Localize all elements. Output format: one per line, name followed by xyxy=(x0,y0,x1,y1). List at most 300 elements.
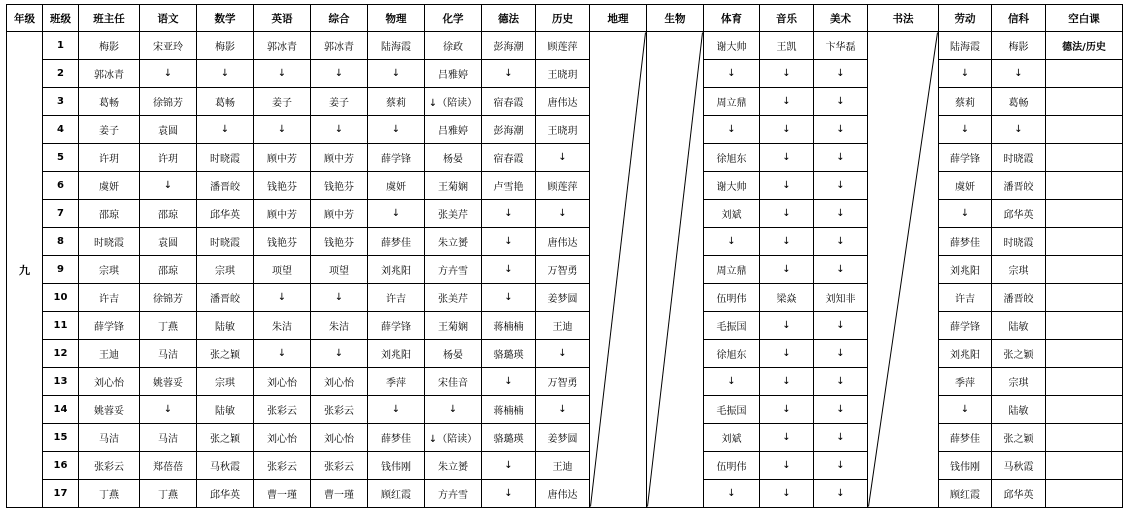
teacher-cell: 伍明伟 xyxy=(704,284,760,312)
blank-class-cell xyxy=(1046,340,1123,368)
teacher-cell: 刘兆阳 xyxy=(368,256,425,284)
blank-class-cell xyxy=(1046,312,1123,340)
teacher-cell: 姜子 xyxy=(254,88,311,116)
teacher-cell: 宿春霞 xyxy=(482,144,536,172)
teacher-cell: 马秋霞 xyxy=(197,452,254,480)
teacher-cell: 姜子 xyxy=(79,116,140,144)
teacher-cell: 刘斌 xyxy=(704,424,760,452)
teacher-cell: 王迪 xyxy=(536,312,590,340)
table-row xyxy=(7,256,1123,284)
teacher-cell: 毛振国 xyxy=(704,312,760,340)
teacher-cell: 薛学锋 xyxy=(368,312,425,340)
teacher-cell: ↓ xyxy=(482,284,536,312)
teacher-cell: 郭冰青 xyxy=(311,32,368,60)
blank-class-cell xyxy=(1046,480,1123,508)
teacher-cell: 时晓霞 xyxy=(197,144,254,172)
teacher-cell: 刘心怡 xyxy=(254,424,311,452)
teacher-cell: 姜梦圆 xyxy=(536,284,590,312)
teacher-cell: 毛振国 xyxy=(704,396,760,424)
teacher-cell: 潘晋皎 xyxy=(992,172,1046,200)
teacher-cell: ↓ xyxy=(368,396,425,424)
teacher-cell: 宗琪 xyxy=(79,256,140,284)
teacher-cell: 虞妍 xyxy=(79,172,140,200)
teacher-cell: 朱洁 xyxy=(254,312,311,340)
class-number-cell: 5 xyxy=(43,144,79,172)
teacher-cell: ↓ xyxy=(254,284,311,312)
teacher-cell: 宗琪 xyxy=(992,256,1046,284)
teacher-cell: ↓ xyxy=(368,116,425,144)
teacher-cell: 伍明伟 xyxy=(704,452,760,480)
teacher-cell: 刘心怡 xyxy=(79,368,140,396)
teacher-cell: 周立鼎 xyxy=(704,256,760,284)
teacher-cell: 马秋霞 xyxy=(992,452,1046,480)
teacher-cell: 徐锦芳 xyxy=(140,284,197,312)
teacher-cell: 薛梦佳 xyxy=(939,228,992,256)
teacher-cell: ↓ xyxy=(814,312,868,340)
column-header: 音乐 xyxy=(760,5,814,32)
teacher-cell: 许玥 xyxy=(79,144,140,172)
teacher-cell: 时晓霞 xyxy=(197,228,254,256)
teacher-cell: ↓ xyxy=(254,60,311,88)
teacher-cell: 朱洁 xyxy=(311,312,368,340)
teacher-cell: ↓ xyxy=(482,452,536,480)
teacher-cell: 虞妍 xyxy=(939,172,992,200)
teacher-cell: 宋亚玲 xyxy=(140,32,197,60)
teacher-cell: 张之颖 xyxy=(992,340,1046,368)
teacher-cell: 梁焱 xyxy=(760,284,814,312)
table-row xyxy=(7,60,1123,88)
teacher-cell: ↓ xyxy=(311,116,368,144)
teacher-cell: 姜子 xyxy=(311,88,368,116)
column-header: 书法 xyxy=(868,5,939,32)
teacher-cell: ↓ xyxy=(814,60,868,88)
teacher-cell: 曹一瑾 xyxy=(254,480,311,508)
teacher-cell: ↓ xyxy=(760,172,814,200)
teacher-cell: ↓ xyxy=(814,340,868,368)
teacher-cell: 马洁 xyxy=(140,424,197,452)
class-number-cell: 6 xyxy=(43,172,79,200)
column-header: 化学 xyxy=(425,5,482,32)
teacher-cell: 丁燕 xyxy=(140,312,197,340)
teacher-cell: 薛梦佳 xyxy=(368,424,425,452)
teacher-cell: 蔡莉 xyxy=(939,88,992,116)
teacher-cell: 杨晏 xyxy=(425,144,482,172)
teacher-cell: ↓ xyxy=(140,60,197,88)
table-row xyxy=(7,368,1123,396)
teacher-cell: ↓ xyxy=(482,480,536,508)
teacher-cell: 万智勇 xyxy=(536,256,590,284)
teacher-cell: 陆敏 xyxy=(197,396,254,424)
teacher-cell: ↓ xyxy=(760,424,814,452)
teacher-cell: 谢大帅 xyxy=(704,32,760,60)
teacher-cell: 周立鼎 xyxy=(704,88,760,116)
blank-class-cell xyxy=(1046,200,1123,228)
teacher-cell: 宗琪 xyxy=(197,256,254,284)
column-header: 生物 xyxy=(647,5,704,32)
biology-column-blank xyxy=(647,32,704,508)
class-number-cell: 8 xyxy=(43,228,79,256)
column-header: 美术 xyxy=(814,5,868,32)
teacher-cell: 宗琪 xyxy=(197,368,254,396)
teacher-cell: ↓ xyxy=(760,116,814,144)
teacher-cell: 徐旭东 xyxy=(704,144,760,172)
teacher-cell: 张之颖 xyxy=(197,340,254,368)
teacher-cell: 卢雪艳 xyxy=(482,172,536,200)
class-number-cell: 10 xyxy=(43,284,79,312)
teacher-cell: 徐旭东 xyxy=(704,340,760,368)
teacher-cell: 王迪 xyxy=(79,340,140,368)
teacher-cell: 刘兆阳 xyxy=(939,256,992,284)
teacher-cell: 钱艳芬 xyxy=(254,228,311,256)
teacher-cell: ↓ xyxy=(482,200,536,228)
class-number-cell: 11 xyxy=(43,312,79,340)
class-number-cell: 12 xyxy=(43,340,79,368)
teacher-cell: 张美芹 xyxy=(425,284,482,312)
teacher-cell: 邵琼 xyxy=(140,256,197,284)
blank-class-cell xyxy=(1046,88,1123,116)
teacher-cell: ↓ xyxy=(704,368,760,396)
class-number-cell: 16 xyxy=(43,452,79,480)
table-row xyxy=(7,88,1123,116)
teacher-cell: 谢大帅 xyxy=(704,172,760,200)
column-header: 物理 xyxy=(368,5,425,32)
table-row xyxy=(7,480,1123,508)
table-row xyxy=(7,32,1123,60)
column-header: 年级 xyxy=(7,5,43,32)
teacher-cell: ↓ xyxy=(197,116,254,144)
blank-class-note: 德法/历史 xyxy=(1046,32,1123,60)
teacher-cell: 薛学锋 xyxy=(79,312,140,340)
teacher-cell: ↓ xyxy=(197,60,254,88)
teacher-cell: 王晓玥 xyxy=(536,116,590,144)
teacher-cell: 张之颖 xyxy=(992,424,1046,452)
teacher-cell: ↓ xyxy=(760,340,814,368)
teacher-cell: 王迪 xyxy=(536,452,590,480)
class-number-cell: 13 xyxy=(43,368,79,396)
teacher-cell: ↓ xyxy=(814,116,868,144)
teacher-cell: 潘晋皎 xyxy=(197,172,254,200)
column-header: 数学 xyxy=(197,5,254,32)
blank-class-cell xyxy=(1046,228,1123,256)
teacher-cell: 蒋楠楠 xyxy=(482,312,536,340)
teacher-cell: ↓ xyxy=(760,200,814,228)
teacher-cell: 钱艳芬 xyxy=(311,172,368,200)
blank-class-cell xyxy=(1046,60,1123,88)
teacher-cell: 陆敏 xyxy=(197,312,254,340)
teacher-assignment-table xyxy=(6,4,1123,508)
teacher-cell: 刘心怡 xyxy=(311,424,368,452)
column-header: 语文 xyxy=(140,5,197,32)
teacher-cell: ↓ xyxy=(140,172,197,200)
column-header: 劳动 xyxy=(939,5,992,32)
teacher-cell: 唐伟达 xyxy=(536,480,590,508)
teacher-cell: ↓ xyxy=(482,368,536,396)
blank-class-cell xyxy=(1046,172,1123,200)
class-number-cell: 7 xyxy=(43,200,79,228)
teacher-cell: ↓（陪读） xyxy=(425,424,482,452)
teacher-cell: ↓ xyxy=(939,396,992,424)
teacher-cell: 王菊娴 xyxy=(425,172,482,200)
column-header: 英语 xyxy=(254,5,311,32)
teacher-cell: 张彩云 xyxy=(254,396,311,424)
teacher-cell: 陆敏 xyxy=(992,312,1046,340)
teacher-cell: 张之颖 xyxy=(197,424,254,452)
teacher-cell: 方卉雪 xyxy=(425,256,482,284)
teacher-cell: 张彩云 xyxy=(311,452,368,480)
column-header: 综合 xyxy=(311,5,368,32)
table-row xyxy=(7,284,1123,312)
teacher-cell: 许吉 xyxy=(79,284,140,312)
class-number-cell: 15 xyxy=(43,424,79,452)
teacher-cell: 季萍 xyxy=(368,368,425,396)
teacher-cell: 顾中芳 xyxy=(254,200,311,228)
teacher-cell: 郑蓓蓓 xyxy=(140,452,197,480)
blank-class-cell xyxy=(1046,284,1123,312)
teacher-cell: 顾红霞 xyxy=(939,480,992,508)
blank-class-cell xyxy=(1046,144,1123,172)
teacher-cell: ↓ xyxy=(760,144,814,172)
teacher-cell: 王晓玥 xyxy=(536,60,590,88)
teacher-cell: 葛畅 xyxy=(79,88,140,116)
teacher-cell: 徐政 xyxy=(425,32,482,60)
teacher-cell: 陆海霞 xyxy=(368,32,425,60)
teacher-cell: 彭海潮 xyxy=(482,116,536,144)
teacher-cell: 顾莲萍 xyxy=(536,32,590,60)
blank-class-cell xyxy=(1046,396,1123,424)
teacher-cell: 蔡莉 xyxy=(368,88,425,116)
class-number-cell: 9 xyxy=(43,256,79,284)
teacher-cell: 潘晋皎 xyxy=(992,284,1046,312)
blank-class-cell xyxy=(1046,452,1123,480)
teacher-cell: ↓ xyxy=(760,88,814,116)
teacher-cell: 邱华英 xyxy=(992,480,1046,508)
blank-class-cell xyxy=(1046,116,1123,144)
teacher-cell: ↓（陪读） xyxy=(425,88,482,116)
teacher-cell: 刘心怡 xyxy=(311,368,368,396)
teacher-cell: 钱艳芬 xyxy=(311,228,368,256)
class-number-cell: 1 xyxy=(43,32,79,60)
teacher-cell: 唐伟达 xyxy=(536,88,590,116)
teacher-cell: ↓ xyxy=(254,340,311,368)
teacher-cell: 宗琪 xyxy=(992,368,1046,396)
class-number-cell: 17 xyxy=(43,480,79,508)
teacher-cell: ↓ xyxy=(760,480,814,508)
teacher-cell: 丁燕 xyxy=(79,480,140,508)
teacher-cell: 徐锦芳 xyxy=(140,88,197,116)
teacher-cell: 许吉 xyxy=(368,284,425,312)
table-row xyxy=(7,452,1123,480)
teacher-cell: 姜梦圆 xyxy=(536,424,590,452)
teacher-cell: 蒋楠楠 xyxy=(482,396,536,424)
teacher-cell: 顾莲萍 xyxy=(536,172,590,200)
teacher-cell: 薛学锋 xyxy=(939,144,992,172)
teacher-cell: 姚蓉妥 xyxy=(79,396,140,424)
teacher-cell: ↓ xyxy=(814,144,868,172)
teacher-cell: 顾中芳 xyxy=(254,144,311,172)
geography-column-blank xyxy=(590,32,647,508)
teacher-cell: ↓ xyxy=(814,88,868,116)
teacher-cell: ↓ xyxy=(425,396,482,424)
teacher-cell: ↓ xyxy=(760,228,814,256)
teacher-cell: ↓ xyxy=(704,116,760,144)
teacher-cell: 刘心怡 xyxy=(254,368,311,396)
blank-class-cell xyxy=(1046,424,1123,452)
teacher-cell: 葛畅 xyxy=(197,88,254,116)
teacher-cell: 卞华磊 xyxy=(814,32,868,60)
teacher-cell: ↓ xyxy=(939,116,992,144)
teacher-cell: 宿春霞 xyxy=(482,88,536,116)
teacher-cell: 张美芹 xyxy=(425,200,482,228)
teacher-cell: 邱华英 xyxy=(197,200,254,228)
teacher-cell: 钱伟刚 xyxy=(939,452,992,480)
table-row xyxy=(7,312,1123,340)
column-header: 历史 xyxy=(536,5,590,32)
teacher-cell: ↓ xyxy=(704,228,760,256)
teacher-cell: ↓ xyxy=(760,256,814,284)
teacher-cell: ↓ xyxy=(482,60,536,88)
teacher-cell: 钱艳芬 xyxy=(254,172,311,200)
column-header: 班主任 xyxy=(79,5,140,32)
calligraphy-column-blank xyxy=(868,32,939,508)
teacher-cell: 邵琼 xyxy=(79,200,140,228)
teacher-cell: 时晓霞 xyxy=(992,144,1046,172)
teacher-cell: 刘斌 xyxy=(704,200,760,228)
table-row xyxy=(7,340,1123,368)
teacher-cell: 朱立赟 xyxy=(425,228,482,256)
teacher-cell: 张彩云 xyxy=(311,396,368,424)
teacher-cell: 袁圆 xyxy=(140,228,197,256)
grade-cell: 九 xyxy=(7,32,43,508)
table-row xyxy=(7,172,1123,200)
teacher-cell: ↓ xyxy=(704,480,760,508)
teacher-cell: ↓ xyxy=(814,228,868,256)
teacher-cell: 唐伟达 xyxy=(536,228,590,256)
table-row xyxy=(7,396,1123,424)
teacher-cell: 朱立赟 xyxy=(425,452,482,480)
teacher-cell: 郭冰青 xyxy=(79,60,140,88)
teacher-cell: 袁圆 xyxy=(140,116,197,144)
teacher-cell: ↓ xyxy=(814,452,868,480)
teacher-cell: 张彩云 xyxy=(79,452,140,480)
teacher-cell: 邱华英 xyxy=(992,200,1046,228)
teacher-cell: ↓ xyxy=(992,116,1046,144)
teacher-cell: 骆璐瑛 xyxy=(482,340,536,368)
column-header: 体育 xyxy=(704,5,760,32)
teacher-cell: ↓ xyxy=(814,396,868,424)
teacher-cell: 骆璐瑛 xyxy=(482,424,536,452)
teacher-cell: 万智勇 xyxy=(536,368,590,396)
teacher-cell: 马洁 xyxy=(140,340,197,368)
teacher-cell: 陆海霞 xyxy=(939,32,992,60)
teacher-cell: ↓ xyxy=(814,256,868,284)
teacher-cell: 梅影 xyxy=(992,32,1046,60)
teacher-cell: 虞妍 xyxy=(368,172,425,200)
table-row xyxy=(7,200,1123,228)
teacher-cell: 梅影 xyxy=(79,32,140,60)
teacher-cell: ↓ xyxy=(140,396,197,424)
teacher-cell: ↓ xyxy=(482,256,536,284)
blank-class-cell xyxy=(1046,256,1123,284)
teacher-cell: 薛梦佳 xyxy=(368,228,425,256)
teacher-cell: 顾中芳 xyxy=(311,200,368,228)
teacher-cell: 宋佳音 xyxy=(425,368,482,396)
class-number-cell: 3 xyxy=(43,88,79,116)
teacher-cell: ↓ xyxy=(704,60,760,88)
teacher-cell: 吕雅婷 xyxy=(425,60,482,88)
teacher-cell: 刘兆阳 xyxy=(368,340,425,368)
table-row xyxy=(7,144,1123,172)
schedule-sheet xyxy=(6,4,1123,508)
teacher-cell: 薛梦佳 xyxy=(939,424,992,452)
teacher-cell: 王凯 xyxy=(760,32,814,60)
header-row xyxy=(7,5,1123,32)
column-header: 班级 xyxy=(43,5,79,32)
column-header: 信科 xyxy=(992,5,1046,32)
teacher-cell: 方卉雪 xyxy=(425,480,482,508)
teacher-cell: ↓ xyxy=(536,396,590,424)
teacher-cell: ↓ xyxy=(814,368,868,396)
teacher-cell: 陆敏 xyxy=(992,396,1046,424)
teacher-cell: ↓ xyxy=(368,60,425,88)
blank-class-cell xyxy=(1046,368,1123,396)
teacher-cell: ↓ xyxy=(760,60,814,88)
teacher-cell: 钱伟刚 xyxy=(368,452,425,480)
teacher-cell: 彭海潮 xyxy=(482,32,536,60)
teacher-cell: 曹一瑾 xyxy=(311,480,368,508)
teacher-cell: ↓ xyxy=(939,200,992,228)
class-number-cell: 4 xyxy=(43,116,79,144)
teacher-cell: ↓ xyxy=(814,480,868,508)
teacher-cell: 时晓霞 xyxy=(992,228,1046,256)
teacher-cell: ↓ xyxy=(536,200,590,228)
teacher-cell: ↓ xyxy=(536,340,590,368)
teacher-cell: 王菊娴 xyxy=(425,312,482,340)
table-row xyxy=(7,116,1123,144)
teacher-cell: 马洁 xyxy=(79,424,140,452)
teacher-cell: 许玥 xyxy=(140,144,197,172)
column-header: 德法 xyxy=(482,5,536,32)
teacher-cell: 顾中芳 xyxy=(311,144,368,172)
teacher-cell: 张彩云 xyxy=(254,452,311,480)
teacher-cell: 薛学锋 xyxy=(939,312,992,340)
teacher-cell: 邵琼 xyxy=(140,200,197,228)
teacher-cell: 姚蓉妥 xyxy=(140,368,197,396)
teacher-cell: 丁燕 xyxy=(140,480,197,508)
teacher-cell: 梅影 xyxy=(197,32,254,60)
teacher-cell: ↓ xyxy=(368,200,425,228)
teacher-cell: ↓ xyxy=(254,116,311,144)
teacher-cell: 薛学锋 xyxy=(368,144,425,172)
teacher-cell: 项望 xyxy=(254,256,311,284)
teacher-cell: 刘知非 xyxy=(814,284,868,312)
teacher-cell: ↓ xyxy=(992,60,1046,88)
teacher-cell: 邱华英 xyxy=(197,480,254,508)
teacher-cell: 葛畅 xyxy=(992,88,1046,116)
teacher-cell: ↓ xyxy=(760,452,814,480)
teacher-cell: ↓ xyxy=(760,312,814,340)
teacher-cell: 吕雅婷 xyxy=(425,116,482,144)
teacher-cell: 季萍 xyxy=(939,368,992,396)
teacher-cell: 顾红霞 xyxy=(368,480,425,508)
teacher-cell: ↓ xyxy=(760,396,814,424)
teacher-cell: ↓ xyxy=(760,368,814,396)
teacher-cell: 时晓霞 xyxy=(79,228,140,256)
column-header: 空白课 xyxy=(1046,5,1123,32)
teacher-cell: 项望 xyxy=(311,256,368,284)
teacher-cell: ↓ xyxy=(311,284,368,312)
class-number-cell: 2 xyxy=(43,60,79,88)
teacher-cell: 郭冰青 xyxy=(254,32,311,60)
